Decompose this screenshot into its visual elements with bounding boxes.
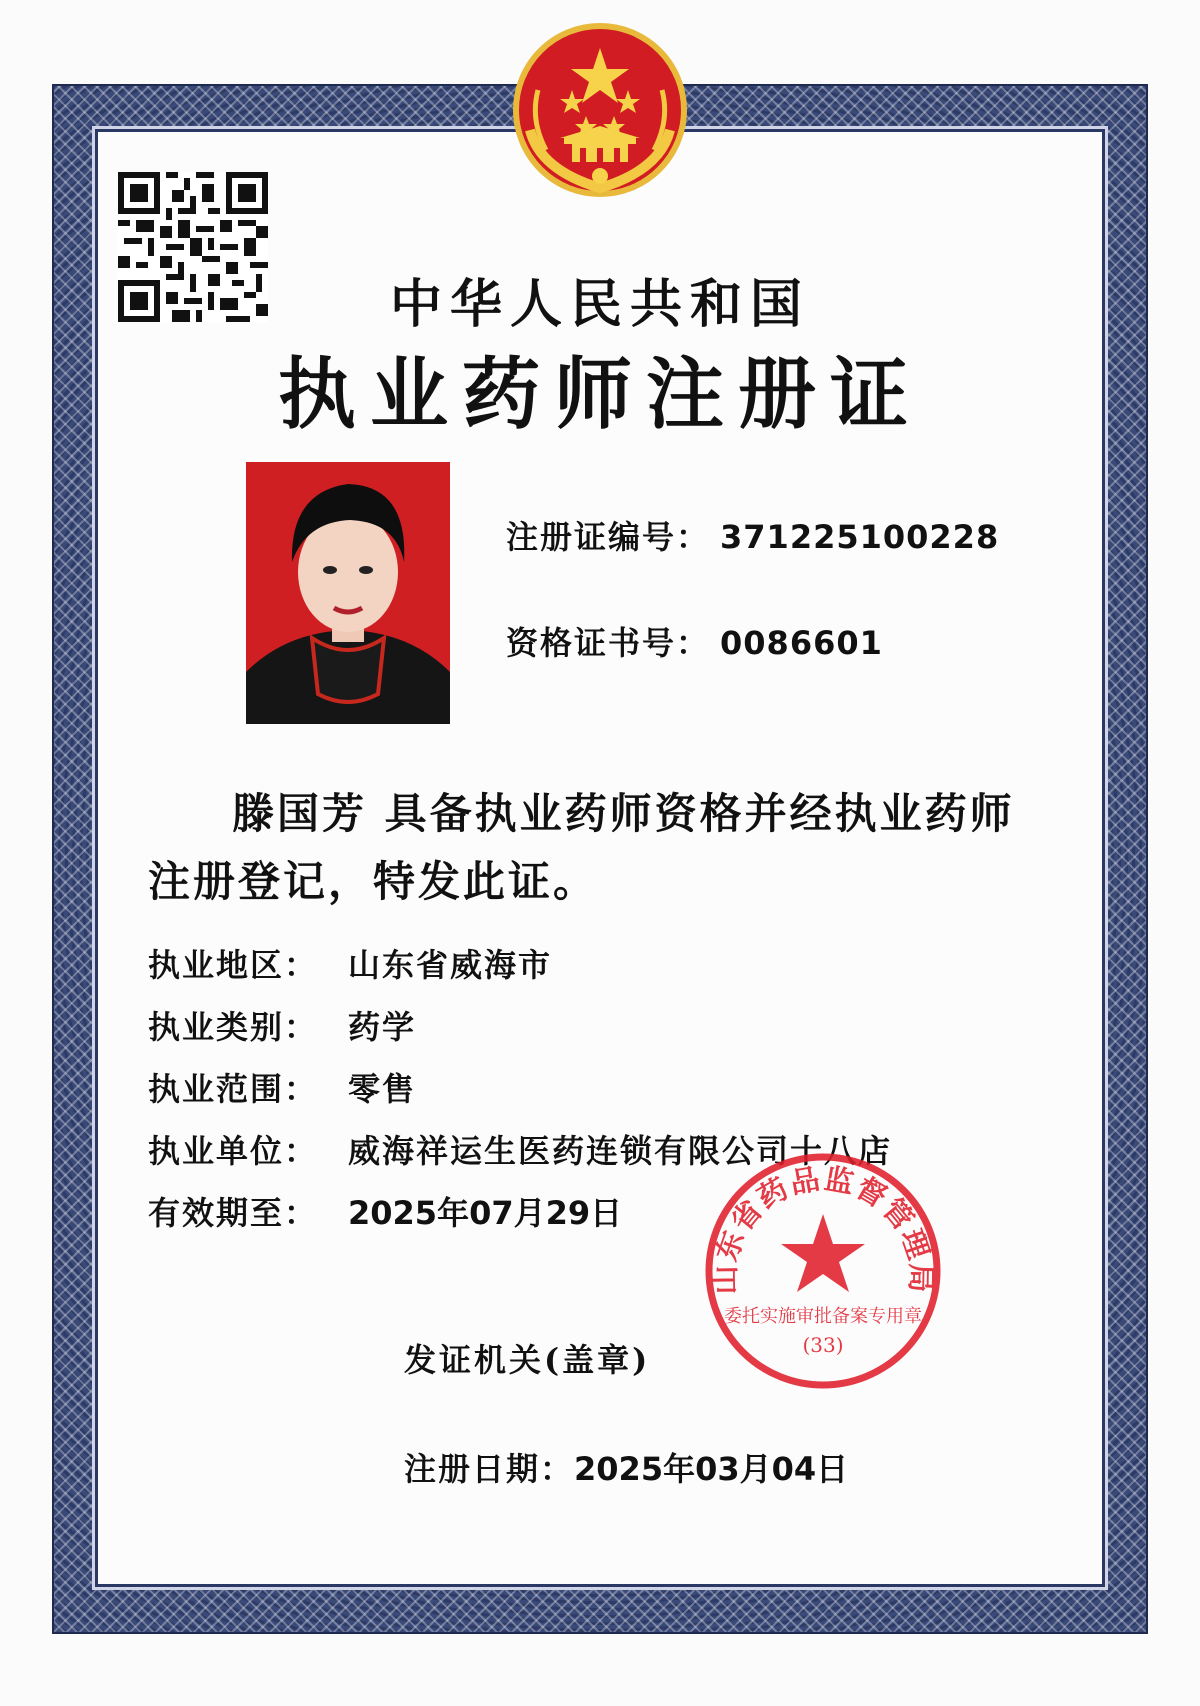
certification-statement (148, 780, 1078, 916)
detail-label: 执业范围： (148, 1070, 319, 1108)
official-seal-icon (702, 1150, 944, 1392)
registration-date-value: 2025年03月04日 (574, 1450, 849, 1488)
registration-number-label: 注册证编号： (506, 518, 711, 556)
registration-date-label: 注册日期： (404, 1450, 575, 1488)
detail-value: 药学 (348, 1008, 417, 1046)
certificate-title: 执业药师注册证 (277, 350, 922, 440)
detail-value: 2025年07月29日 (348, 1194, 623, 1232)
detail-label: 执业单位： (148, 1132, 319, 1170)
qualification-number-row (506, 618, 883, 664)
detail-row-region (148, 940, 892, 1002)
registration-date-row (404, 1444, 848, 1490)
statement-line-2: 注册登记，特发此证。 (148, 857, 599, 906)
registration-number-value: 371225100228 (720, 518, 1000, 556)
country-title: 中华人民共和国 (389, 274, 810, 335)
detail-value: 威海祥运生医药连锁有限公司十八店 (348, 1132, 893, 1170)
holder-name: 滕国芳 (232, 789, 368, 838)
detail-label: 有效期至： (148, 1194, 319, 1232)
detail-value: 山东省威海市 (348, 946, 553, 984)
national-emblem-icon (510, 20, 690, 200)
statement-line-1 (148, 780, 1078, 848)
detail-value: 零售 (348, 1070, 417, 1108)
detail-row-category (148, 1002, 892, 1064)
detail-label: 执业类别： (148, 1008, 319, 1046)
portrait-image (246, 462, 450, 724)
qualification-number-label: 资格证书号： (506, 624, 711, 662)
issuing-authority-label: 发证机关(盖章) (404, 1341, 651, 1379)
svg-text:委托实施审批备案专用章: 委托实施审批备案专用章 (724, 1306, 922, 1327)
svg-text:山东省药品监督管理局: 山东省药品监督管理局 (707, 1161, 939, 1295)
detail-row-scope (148, 1064, 892, 1126)
registration-number-row (506, 512, 999, 558)
holder-photo (246, 462, 450, 724)
qualification-number-value: 0086601 (720, 624, 883, 662)
detail-label: 执业地区： (148, 946, 319, 984)
statement-line-1-rest: 具备执业药师资格并经执业药师 (384, 789, 1015, 838)
svg-text:(33): (33) (802, 1333, 844, 1357)
